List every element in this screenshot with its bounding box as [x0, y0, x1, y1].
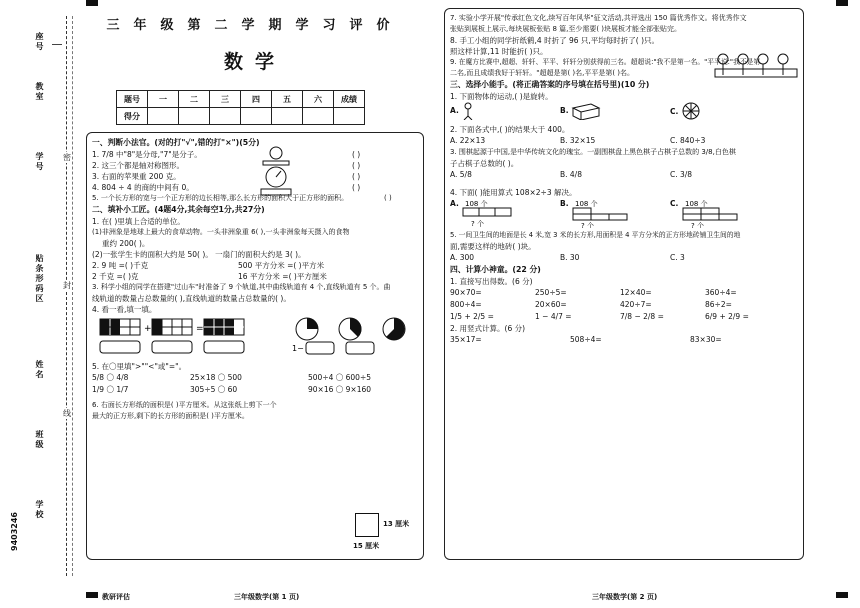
question-text: 最大的正方形,剩下的长方形的面积是( )平方厘米。 [92, 412, 249, 420]
rectangle-figure [355, 513, 379, 537]
serial-number: 9403246 [10, 512, 19, 551]
fraction-figures-icon [92, 315, 412, 359]
calc-item[interactable]: 1 − 4/7 = [535, 312, 572, 321]
option-letter: C. [670, 199, 679, 208]
dimension-label: 13 厘米 [383, 520, 410, 528]
svg-text:? 个: ? 个 [690, 222, 704, 228]
score-head: 五 [272, 91, 303, 108]
choice-option[interactable]: A. 300 [450, 253, 475, 262]
question-text: 4. 804 ÷ 4 的商的中间有 0。 [92, 183, 194, 192]
question-text: 3. 科学小组的同学在搭建"过山车"时准备了 9 个轨道,其中曲线轨道有 4 个,直线轨道有 5 个。曲 [92, 283, 391, 291]
question-text: 重约 200( )。 [102, 239, 150, 248]
question-text: 子占棋子总数的( )。 [450, 159, 519, 168]
question-text: 1. 在( )里填上合适的单位。 [92, 217, 185, 226]
svg-text:1−: 1− [292, 344, 304, 353]
choice-option[interactable]: C. 3/8 [670, 170, 693, 179]
choice-option[interactable]: B. 4/8 [560, 170, 582, 179]
question-text: 线轨道的数量占总数量的( ),直线轨道的数量占总数量的( )。 [92, 294, 291, 303]
footer-brand: 教研评估 [102, 593, 130, 601]
question-text: 1. 直接写出得数。(6 分) [450, 277, 533, 286]
option-letter: B. [560, 106, 569, 115]
fold-word-seal: 密 [63, 153, 71, 162]
question-text: 二名,而且成绩我好于轩轩。"超超是第( )名,平平是第( )名。 [450, 69, 635, 77]
calc-item[interactable]: 86÷2= [705, 300, 732, 309]
page-1 [84, 4, 426, 604]
bar-model-b-icon [571, 198, 631, 228]
question-text: (1)非洲象是地球上最大的食草动物。一头非洲象重 6( ),一头非洲象每天摄入的食物 [92, 228, 350, 236]
compare-row [92, 384, 418, 396]
score-cell[interactable] [334, 108, 365, 125]
question-text: 2. 这三个都是轴对称图形。 [92, 161, 185, 170]
choice-option[interactable]: C. 3 [670, 253, 685, 262]
calc-row [450, 311, 798, 323]
score-cell[interactable] [148, 108, 179, 125]
answer-blank[interactable]: ( ) [352, 172, 361, 181]
fold-word-line: 线 [63, 409, 71, 418]
choice-option[interactable]: B. 30 [560, 253, 580, 262]
choice-row [450, 252, 798, 264]
ferris-wheel-icon [681, 102, 701, 122]
question-text: 3. 右面的苹果重 200 克。 [92, 172, 181, 181]
scale-apple-icon [255, 145, 297, 199]
question-text: 500 平方分米 =( )平方米 [238, 261, 325, 270]
svg-text:108 个: 108 个 [465, 200, 488, 208]
choice-option[interactable] [670, 102, 780, 124]
dimension-label: 15 厘米 [353, 542, 380, 550]
score-head: 成绩 [334, 91, 365, 108]
score-table-row [117, 91, 365, 108]
footer-page: 三年级数学(第 2 页) [592, 593, 658, 601]
calc-item[interactable]: 800÷4= [450, 300, 482, 309]
question-text: 6. 右面长方形纸的面积是( )平方厘米。从这张纸上剪下一个 [92, 401, 277, 409]
choice-row [450, 169, 798, 187]
bar-model-c-icon [681, 198, 741, 228]
question-text: 2. 下面各式中,( )的结果大于 400。 [450, 125, 570, 134]
footer-page: 三年级数学(第 1 页) [234, 593, 300, 601]
compare-item[interactable]: 90×16 〇 9×160 [308, 385, 372, 394]
score-head: 得分 [117, 108, 148, 125]
sidebar-label-barcode: 贴条形码区 [35, 254, 44, 304]
score-table-row [117, 108, 365, 125]
bar-model-a-icon [461, 198, 521, 228]
person-icon [461, 102, 475, 120]
answer-blank[interactable]: ( ) [352, 183, 361, 192]
svg-text:108 个: 108 个 [684, 200, 708, 208]
exam-subject: 数学 [223, 51, 286, 73]
sidebar-label-name: 姓名 [35, 360, 44, 380]
question-text: 2. 用竖式计算。(6 分) [450, 324, 526, 333]
question-text: 7. 实验小学开展"传承红色文化,续写百年风华"征文活动,共评选出 150 篇优秀作文。将优秀作文 [450, 14, 747, 22]
fold-line [66, 16, 67, 576]
choice-option[interactable] [670, 198, 780, 230]
section-2-title: 二、填补小工匠。(4题4分,其余每空1分,共27分) [92, 205, 265, 214]
section-box-page2 [444, 8, 804, 560]
score-cell[interactable] [241, 108, 272, 125]
question-text: 5. 一间卫生间的地面是长 4 米,宽 3 米的长方形,用面积是 4 平方分米的正方形地砖铺卫生间的地 [450, 231, 741, 239]
choice-option[interactable] [560, 102, 670, 124]
section-1-title: 一、判断小法官。(对的打"√",错的打"×")(5分) [92, 138, 260, 147]
question-text: 4. 下面( )能用算式 108×2÷3 解决。 [450, 188, 577, 197]
score-cell[interactable] [210, 108, 241, 125]
choice-option[interactable] [450, 102, 560, 124]
compare-item[interactable]: 500÷4 〇 600÷5 [308, 373, 372, 382]
fold-word-close: 封 [63, 281, 71, 290]
registration-mark [836, 592, 848, 598]
score-cell[interactable] [179, 108, 210, 125]
question-text: 5. 在〇里填">""<"或"="。 [92, 362, 187, 371]
question [92, 271, 418, 282]
section-3-title: 三、选择小能手。(将正确答案的序号填在括号里)(10 分) [450, 80, 650, 89]
question-text: 9. 在魔方比赛中,超超、轩轩、平平、轩轩分别获得前三名。超超说:"我不是第一名。"平平说:"我不是第 [450, 58, 761, 66]
fold-line-inner [72, 16, 73, 576]
calc-item[interactable]: 35×17= [450, 335, 482, 344]
compare-row [92, 372, 418, 384]
calc-item[interactable]: 420÷7= [620, 300, 652, 309]
drawer-icon [571, 102, 601, 120]
score-cell[interactable] [272, 108, 303, 125]
score-head: 六 [303, 91, 334, 108]
sidebar-label-seat: 座号 [35, 32, 44, 52]
answer-blank[interactable]: ( ) [352, 150, 361, 159]
choice-option[interactable]: A. 5/8 [450, 170, 472, 179]
calc-row [450, 334, 798, 346]
question-text: 1. 7/8 中"8"是分母,"7"是分子。 [92, 150, 202, 159]
calc-item[interactable]: 508÷4= [570, 335, 602, 344]
choice-row [450, 102, 798, 124]
svg-text:=: = [196, 324, 204, 334]
question-text: 张贴到展板上展示,每块展板张贴 8 篇,至少需要( )块展板才能全部张贴完。 [450, 25, 682, 33]
calc-item[interactable]: 250÷5= [535, 288, 567, 297]
calc-row [450, 299, 798, 311]
calc-item[interactable]: 360÷4= [705, 288, 737, 297]
binding-sidebar [0, 0, 82, 608]
exam-title: 三年级第二学期学习评价 [106, 18, 404, 33]
svg-text:? 个: ? 个 [580, 222, 594, 228]
score-head: 三 [210, 91, 241, 108]
svg-text:? 个: ? 个 [471, 220, 485, 228]
question-text: 2. 9 吨 =( )千克 [92, 261, 149, 270]
calc-item[interactable]: 83×30= [690, 335, 722, 344]
score-head: 四 [241, 91, 272, 108]
calc-item[interactable]: 1/5 + 2/5 = [450, 312, 494, 321]
question-text: 3. 围棋起源于中国,是中华传统文化的瑰宝。一副围棋盘上黑色棋子占棋子总数的 3/8,白色棋 [450, 148, 736, 156]
section-box-page1 [86, 132, 424, 560]
choice-option[interactable]: B. 32×15 [560, 136, 596, 145]
score-head: 题号 [117, 91, 148, 108]
compare-item[interactable]: 1/9 〇 1/7 [92, 385, 129, 394]
score-table [116, 90, 365, 125]
score-cell[interactable] [303, 108, 334, 125]
calc-item[interactable]: 12×40= [620, 288, 652, 297]
compare-item[interactable]: 305÷5 〇 60 [190, 385, 238, 394]
calc-item[interactable]: 90×70= [450, 288, 482, 297]
section-4-title: 四、计算小神童。(22 分) [450, 265, 541, 274]
score-head: 一 [148, 91, 179, 108]
choice-row [450, 135, 798, 147]
svg-text:108 个: 108 个 [574, 200, 598, 208]
sidebar-label-student-id: 学号 [35, 152, 44, 172]
calc-item[interactable]: 6/9 + 2/9 = [705, 312, 749, 321]
calc-item[interactable]: 7/8 − 2/8 = [620, 312, 664, 321]
question-text: 照这样计算,11 时能折( )只。 [450, 47, 548, 56]
option-letter: C. [670, 107, 679, 116]
answer-blank[interactable]: ( ) [352, 161, 361, 170]
calc-item[interactable]: 20×60= [535, 300, 567, 309]
compare-item[interactable]: 25×18 〇 500 [190, 373, 242, 382]
page-2 [442, 4, 806, 604]
question-text: (2)一张学生卡的面积大约是 50( )。 一扇门的面积大约是 3( )。 [92, 250, 306, 259]
option-letter: B. [560, 199, 569, 208]
registration-mark [836, 0, 848, 6]
question-text: 8. 手工小组的同学折纸鹤,4 时折了 96 只,平均每时折了( )只。 [450, 36, 660, 45]
choice-option[interactable]: A. 22×13 [450, 136, 486, 145]
question [92, 260, 418, 271]
svg-text:+: + [144, 324, 152, 334]
choice-option[interactable] [450, 198, 560, 230]
question-text: 4. 看一看,填一填。 [92, 305, 157, 314]
option-letter: A. [450, 106, 459, 115]
fill-line [52, 44, 62, 45]
question-text: 16 平方分米 =( )平方厘米 [238, 272, 327, 281]
sidebar-label-room: 教室 [35, 82, 44, 102]
question-text: 5. 一个长方形的宽与一个正方形的边长相等,那么长方形的面积大于正方形的面积。 [92, 194, 349, 202]
choice-option[interactable]: C. 840÷3 [670, 136, 706, 145]
choice-row [450, 198, 798, 230]
sidebar-label-class: 班级 [35, 430, 44, 450]
answer-blank[interactable]: ( ) [384, 194, 392, 202]
score-head: 二 [179, 91, 210, 108]
question-text: 1. 下面物体的运动,( )是旋转。 [450, 92, 553, 101]
option-letter: A. [450, 199, 459, 208]
question-text: 2 千克 =( )克 [92, 272, 139, 281]
question-text: 面,需要这样的地砖( )块。 [450, 242, 536, 251]
compare-item[interactable]: 5/8 〇 4/8 [92, 373, 129, 382]
sidebar-label-school: 学校 [35, 500, 44, 520]
calc-row [450, 287, 798, 299]
choice-option[interactable] [560, 198, 670, 230]
